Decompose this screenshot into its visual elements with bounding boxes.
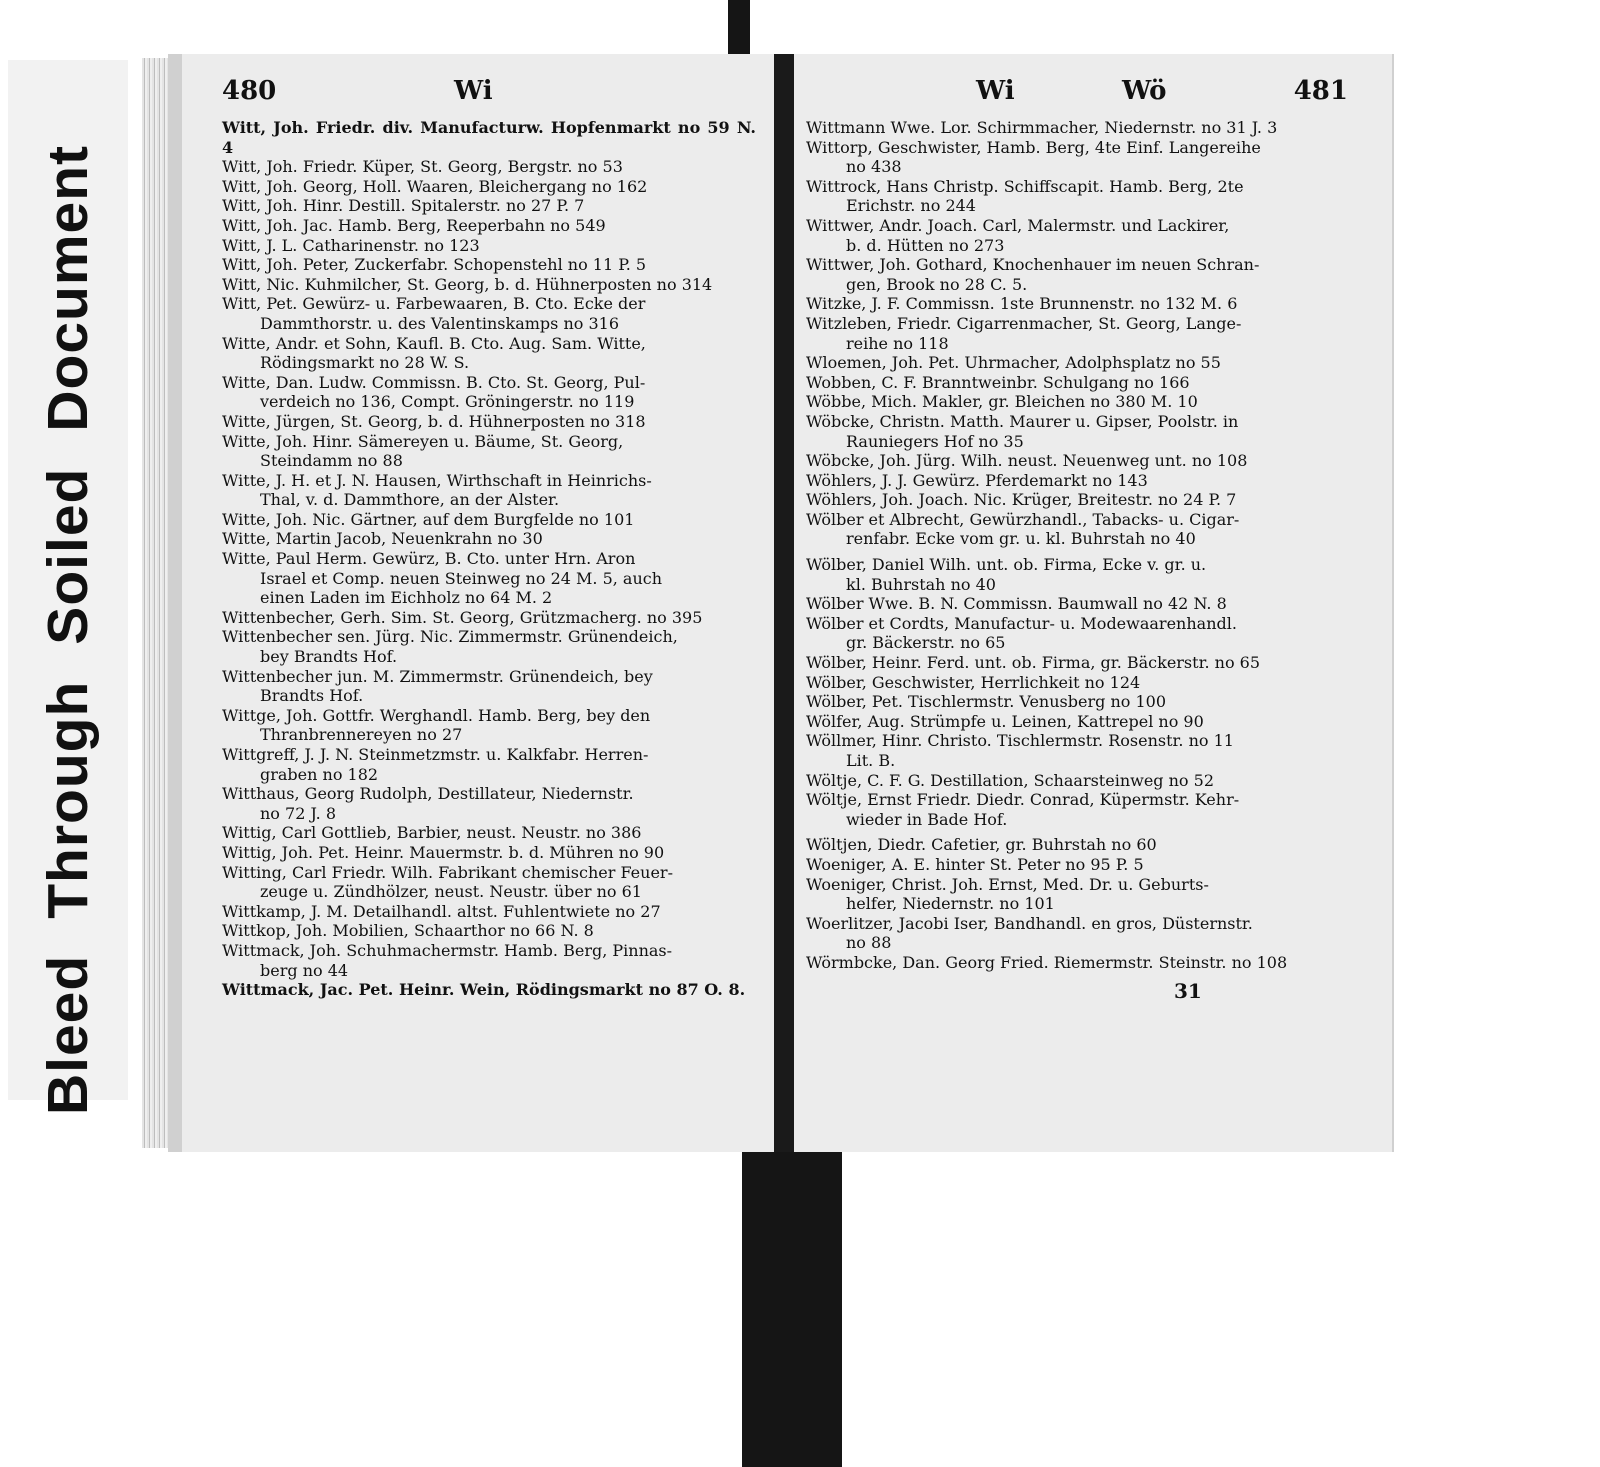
directory-entry: Witte, Paul Herm. Gewürz, B. Cto. unter Hrn. Aron — [222, 549, 636, 569]
directory-entry: Woeniger, A. E. hinter St. Peter no 95 P. 5 — [806, 854, 1144, 874]
directory-entry-continuation: Thranbrennereyen no 27 — [260, 725, 463, 745]
stamp-word: Through — [36, 680, 100, 919]
directory-entry: Wölber Wwe. B. N. Commissn. Baumwall no 42 N. 8 — [806, 594, 1227, 614]
right-page — [794, 54, 1392, 1152]
directory-entry: Witt, Joh. Friedr. Küper, St. Georg, Bergstr. no 53 — [222, 157, 623, 177]
directory-entry: Witzleben, Friedr. Cigarrenmacher, St. Georg, Lange- — [806, 313, 1242, 333]
page-number: 481 — [1293, 76, 1348, 106]
directory-entry-continuation: no 88 — [846, 933, 892, 953]
directory-entry: Wittorp, Geschwister, Hamb. Berg, 4te Einf. Langereihe — [806, 137, 1261, 157]
directory-entry-continuation: berg no 44 — [260, 960, 349, 980]
directory-entry-continuation: Rödingsmarkt no 28 W. S. — [260, 353, 470, 373]
directory-entry-continuation: graben no 182 — [260, 764, 379, 784]
directory-entry: Wittmack, Joh. Schuhmachermstr. Hamb. Berg, Pinnas- — [222, 940, 673, 960]
directory-entry: Wöhlers, J. J. Gewürz. Pferdemarkt no 143 — [806, 470, 1148, 490]
directory-entry: Witt, J. L. Catharinenstr. no 123 — [222, 235, 480, 255]
directory-entry: Witt, Joh. Hinr. Destill. Spitalerstr. no 27 P. 7 — [222, 196, 585, 216]
signature-mark: 31 — [1174, 978, 1202, 1003]
directory-entry: Wittwer, Andr. Joach. Carl, Malermstr. und Lackirer, — [806, 215, 1230, 235]
directory-entries — [806, 118, 1370, 973]
bleed-through-stamp — [8, 60, 128, 1116]
open-book — [168, 54, 1394, 1152]
directory-entry: Wittgreff, J. J. N. Steinmetzmstr. u. Kalkfabr. Herren- — [222, 745, 649, 764]
left-page-header — [222, 76, 756, 118]
directory-entry: Wölber, Heinr. Ferd. unt. ob. Firma, gr. Bäckerstr. no 65 — [806, 653, 1261, 673]
directory-entry: Witte, Martin Jacob, Neuenkrahn no 30 — [222, 529, 543, 549]
stamp-word: Bleed — [36, 954, 100, 1116]
directory-entry: Wittkop, Joh. Mobilien, Schaarthor no 66 N. 8 — [222, 921, 594, 941]
directory-entry-continuation: helfer, Niedernstr. no 101 — [846, 894, 1055, 914]
directory-entry-continuation: reihe no 118 — [846, 333, 949, 353]
directory-entry-continuation: verdeich no 136, Compt. Gröningerstr. no 119 — [260, 392, 635, 412]
directory-entry: Wittwer, Joh. Gothard, Knochenhauer im neuen Schran- — [806, 255, 1260, 275]
directory-entry-continuation: wieder in Bade Hof. — [846, 809, 1008, 829]
directory-entry-continuation: Thal, v. d. Dammthore, an der Alster. — [260, 490, 560, 510]
directory-entry: Woerlitzer, Jacobi Iser, Bandhandl. en gros, Düsternstr. — [806, 913, 1253, 933]
directory-entry: Witt, Joh. Jac. Hamb. Berg, Reeperbahn no 549 — [222, 215, 606, 235]
book-gutter — [774, 54, 794, 1152]
directory-entry: Wittenbecher jun. M. Zimmermstr. Grünendeich, bey — [222, 666, 653, 686]
directory-entry: Witte, Andr. et Sohn, Kaufl. B. Cto. Aug. Sam. Witte, — [222, 333, 646, 353]
directory-entry-continuation: zeuge u. Zündhölzer, neust. Neustr. über no 61 — [260, 882, 642, 902]
directory-entry: Witt, Joh. Friedr. div. Manufacturw. Hopfenmarkt no 59 N. 4 — [222, 118, 756, 157]
directory-entry-continuation: Dammthorstr. u. des Valentinskamps no 316 — [260, 313, 619, 333]
directory-entry: Wobben, C. F. Branntweinbr. Schulgang no 166 — [806, 372, 1190, 392]
directory-entry: Witte, J. H. et J. N. Hausen, Wirthschaft in Heinrichs- — [222, 470, 652, 490]
directory-entry: Witthaus, Georg Rudolph, Destillateur, Niedernstr. — [222, 784, 634, 804]
directory-entry: Wölber et Albrecht, Gewürzhandl., Tabacks- u. Cigar- — [806, 509, 1240, 529]
directory-entry: Wölfer, Aug. Strümpfe u. Leinen, Kattrepel no 90 — [806, 711, 1204, 731]
stamp-word: Soiled — [36, 467, 100, 645]
binding-strip-top — [728, 0, 750, 60]
binding-strip-bottom — [742, 1138, 842, 1467]
directory-entry-continuation: einen Laden im Eichholz no 64 M. 2 — [260, 588, 553, 608]
directory-entry-continuation: Lit. B. — [846, 751, 896, 770]
directory-entry-continuation: bey Brandts Hof. — [260, 647, 398, 667]
page-number: 480 — [222, 76, 277, 106]
directory-entry-continuation: no 438 — [846, 157, 902, 177]
directory-entry: Wölber, Daniel Wilh. unt. ob. Firma, Ecke v. gr. u. — [806, 555, 1207, 575]
stamp-text — [35, 127, 101, 1133]
directory-entry: Wittmann Wwe. Lor. Schirmmacher, Niedernstr. no 31 J. 3 — [806, 118, 1278, 137]
directory-entry-continuation: Steindamm no 88 — [260, 451, 403, 471]
directory-entry: Wloemen, Joh. Pet. Uhrmacher, Adolphsplatz no 55 — [806, 353, 1221, 373]
directory-entry: Wölber, Geschwister, Herrlichkeit no 124 — [806, 672, 1141, 692]
left-page — [182, 54, 774, 1152]
directory-entry: Witting, Carl Friedr. Wilh. Fabrikant chemischer Feuer- — [222, 862, 673, 882]
directory-entry-continuation: b. d. Hütten no 273 — [846, 235, 1005, 255]
directory-entry: Witt, Joh. Peter, Zuckerfabr. Schopenstehl no 11 P. 5 — [222, 255, 647, 275]
directory-entry: Wittkamp, J. M. Detailhandl. altst. Fuhlentwiete no 27 — [222, 901, 661, 921]
directory-entry-continuation: Rauniegers Hof no 35 — [846, 431, 1024, 451]
directory-entry: Wöhlers, Joh. Joach. Nic. Krüger, Breitestr. no 24 P. 7 — [806, 490, 1237, 510]
directory-entry: Witt, Pet. Gewürz- u. Farbewaaren, B. Cto. Ecke der — [222, 294, 646, 314]
directory-entry: Wöbcke, Christn. Matth. Maurer u. Gipser, Poolstr. in — [806, 411, 1239, 431]
directory-entry: Witte, Jürgen, St. Georg, b. d. Hühnerposten no 318 — [222, 411, 646, 431]
stamp-word: Document — [36, 144, 100, 432]
directory-entry-continuation: Israel et Comp. neuen Steinweg no 24 M. 5, auch — [260, 568, 663, 588]
directory-entry: Wittge, Joh. Gottfr. Werghandl. Hamb. Berg, bey den — [222, 705, 651, 725]
directory-entry: Wittenbecher, Gerh. Sim. St. Georg, Grützmacherg. no 395 — [222, 607, 703, 627]
directory-entry: Woeniger, Christ. Joh. Ernst, Med. Dr. u. Geburts- — [806, 874, 1209, 894]
right-page-header — [806, 76, 1370, 118]
directory-entry: Wörmbcke, Dan. Georg Fried. Riemermstr. Steinstr. no 108 — [806, 952, 1288, 972]
directory-entry-continuation: renfabr. Ecke vom gr. u. kl. Buhrstah no 40 — [846, 529, 1196, 549]
directory-entry: Wittrock, Hans Christp. Schiffscapit. Hamb. Berg, 2te — [806, 176, 1244, 196]
directory-entry: Wittmack, Jac. Pet. Heinr. Wein, Rödingsmarkt no 87 O. 8. — [222, 980, 746, 1000]
directory-entry: Wöbbe, Mich. Makler, gr. Bleichen no 380 M. 10 — [806, 392, 1198, 412]
directory-entry-continuation: Erichstr. no 244 — [846, 196, 976, 216]
directory-entry-continuation: kl. Buhrstah no 40 — [846, 574, 996, 594]
directory-entry: Wöbcke, Joh. Jürg. Wilh. neust. Neuenweg unt. no 108 — [806, 451, 1248, 471]
directory-entry: Wöltjen, Diedr. Cafetier, gr. Buhrstah no 60 — [806, 835, 1157, 855]
directory-entry: Wittenbecher sen. Jürg. Nic. Zimmermstr. Grünendeich, — [222, 627, 678, 647]
directory-entry: Wölber et Cordts, Manufactur- u. Modewaarenhandl. — [806, 613, 1237, 633]
directory-entry-continuation: gr. Bäckerstr. no 65 — [846, 633, 1006, 653]
directory-entry-continuation: no 72 J. 8 — [260, 803, 336, 823]
directory-entry: Witt, Nic. Kuhmilcher, St. Georg, b. d. Hühnerposten no 314 — [222, 274, 713, 294]
running-heading: Wi — [454, 76, 493, 106]
directory-entry: Witte, Joh. Nic. Gärtner, auf dem Burgfelde no 101 — [222, 509, 635, 529]
directory-entry: Witzke, J. F. Commissn. 1ste Brunnenstr. no 132 M. 6 — [806, 294, 1238, 314]
directory-entries — [222, 118, 756, 1000]
directory-entry: Wölber, Pet. Tischlermstr. Venusberg no 100 — [806, 692, 1166, 712]
running-heading-right: Wö — [1122, 76, 1167, 106]
running-heading-left: Wi — [976, 76, 1015, 106]
directory-entry: Wittig, Carl Gottlieb, Barbier, neust. Neustr. no 386 — [222, 823, 642, 843]
directory-entry: Wöltje, C. F. G. Destillation, Schaarsteinweg no 52 — [806, 770, 1214, 790]
directory-entry: Witte, Joh. Hinr. Sämereyen u. Bäume, St. Georg, — [222, 431, 624, 451]
directory-entry: Witte, Dan. Ludw. Commissn. B. Cto. St. Georg, Pul- — [222, 372, 646, 392]
directory-entry-continuation: Brandts Hof. — [260, 686, 364, 706]
directory-entry: Wittig, Joh. Pet. Heinr. Mauermstr. b. d. Mühren no 90 — [222, 842, 665, 862]
directory-entry: Wöllmer, Hinr. Christo. Tischlermstr. Rosenstr. no 11 — [806, 731, 1234, 751]
directory-entry: Witt, Joh. Georg, Holl. Waaren, Bleichergang no 162 — [222, 176, 648, 196]
directory-entry-continuation: gen, Brook no 28 C. 5. — [846, 274, 1028, 294]
directory-entry: Wöltje, Ernst Friedr. Diedr. Conrad, Küpermstr. Kehr- — [806, 790, 1240, 810]
